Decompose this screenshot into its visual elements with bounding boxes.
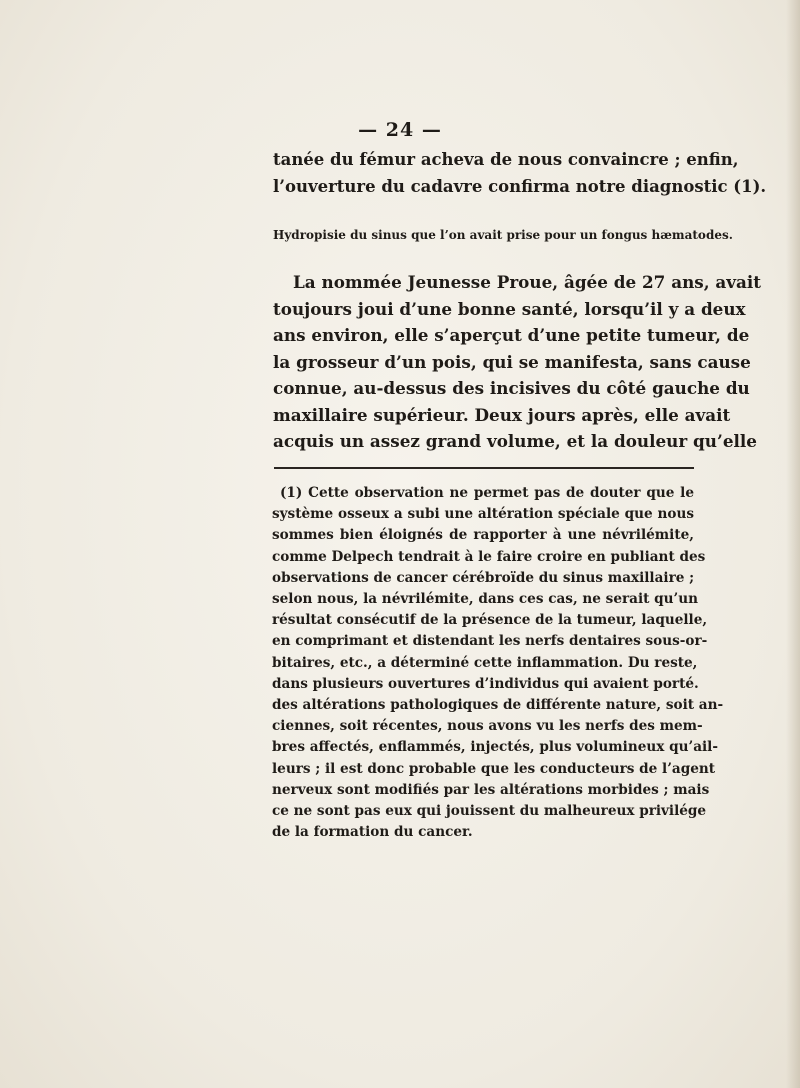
footnote-line: nerveux sont modifiés par les altérations morbides ; mais <box>272 781 710 798</box>
footnote-line: bitaires, etc., a déterminé cette inflammation. Du reste, <box>272 654 698 671</box>
body-paragraph <box>273 269 762 455</box>
footnote-line: dans plusieurs ouvertures d’individus qui avaient porté. <box>272 675 699 692</box>
footnote-line: observations de cancer cérébroïde du sinus maxillaire ; <box>272 569 695 586</box>
text-line: la grosseur d’un pois, qui se manifesta, sans cause <box>273 351 751 372</box>
footnote-line: comme Delpech tendrait à le faire croire en publiant des <box>272 548 706 565</box>
footnote-line: ciennes, soit récentes, nous avons vu les nerfs des mem- <box>272 718 703 735</box>
text-line: connue, au-dessus des incisives du côté gauche du <box>273 378 750 398</box>
text-line: La nommée Jeunesse Proue, âgée de 27 ans, avait <box>293 272 762 292</box>
text-line: maxillaire supérieur. Deux jours après, elle avait <box>273 404 731 425</box>
text-line: ans environ, elle s’aperçut d’une petite tumeur, de <box>273 325 750 345</box>
footnote-line: sommes bien éloignés de rapporter à une névrilémite, <box>272 527 694 544</box>
footnote-line: résultat consécutif de la présence de la tumeur, laquelle, <box>272 612 708 629</box>
intro-paragraph <box>273 146 767 200</box>
footnote-line: en comprimant et distendant les nerfs dentaires sous-or- <box>272 633 708 650</box>
text-line: acquis un assez grand volume, et la douleur qu’elle <box>273 431 757 451</box>
footnote-line: (1) Cette observation ne permet pas de douter que le <box>280 485 694 501</box>
text-line: tanée du fémur acheva de nous convaincre ; enfin, <box>273 150 739 169</box>
footnote-line: selon nous, la névrilémite, dans ces cas, ne serait qu’un <box>272 591 699 608</box>
footnote-line: de la formation du cancer. <box>272 824 473 841</box>
footnote <box>272 483 724 843</box>
text-line: l’ouverture du cadavre confirma notre diagnostic (1). <box>273 177 767 196</box>
page-edge-shadow <box>786 0 800 1088</box>
footnote-line: bres affectés, enflammés, injectés, plus volumineux qu’ail- <box>272 739 718 756</box>
section-heading: Hydropisie du sinus que l’on avait prise pour un fongus hæmatodes. <box>273 228 733 242</box>
text-line: toujours joui d’une bonne santé, lorsqu’il y a deux <box>273 298 746 319</box>
page-number: — 24 — <box>358 119 442 141</box>
footnote-line: système osseux a subi une altération spéciale que nous <box>272 506 694 523</box>
footnote-divider <box>274 467 694 469</box>
footnote-line: des altérations pathologiques de différente nature, soit an- <box>272 697 724 714</box>
footnote-line: leurs ; il est donc probable que les conducteurs de l’agent <box>272 760 716 777</box>
footnote-line: ce ne sont pas eux qui jouissent du malheureux privilége <box>272 803 707 820</box>
